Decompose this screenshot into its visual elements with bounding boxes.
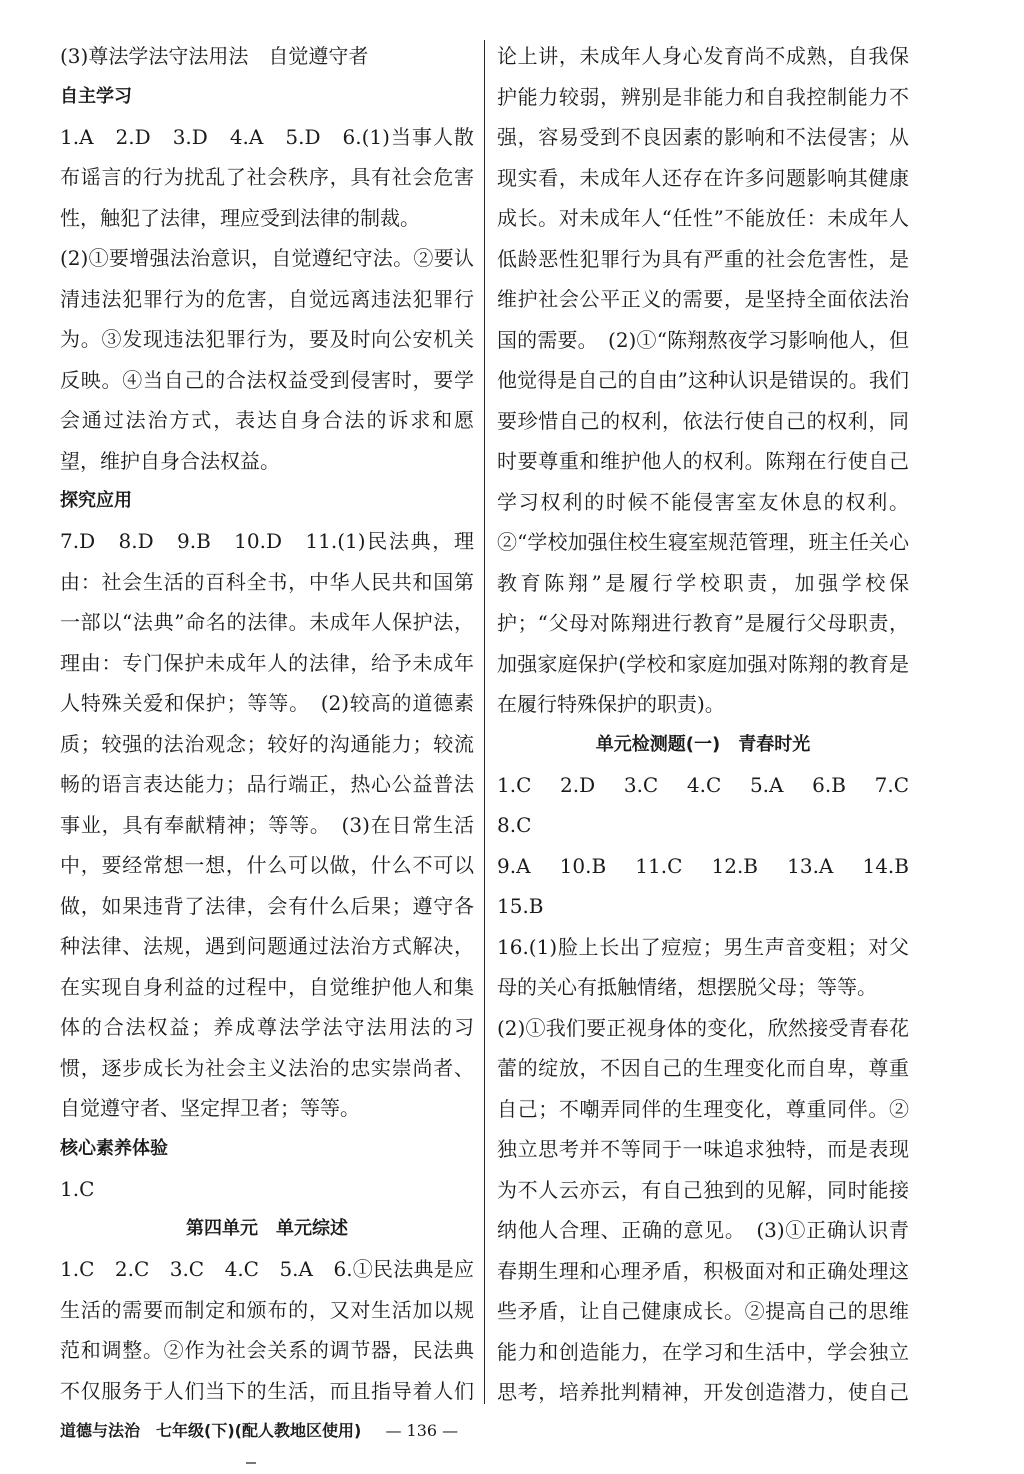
crop-mark xyxy=(246,1462,256,1464)
paragraph: 论上讲，未成年人身心发育尚不成熟，自我保护能力较弱，辨别是非能力和自我控制能力不强，容易受到不良因素的影响和不法侵害；从现实看，未成年人还存在许多问题影响其健康成长。对未成年人“任性”不能放任：未成年人低龄恶性犯罪行为具有严重的社会危害性，是维护社会公平正义的需要，是坚持全面依法治国的需要。 (2)①“陈翔熬夜学习影响他人，但他觉得是自己的自由”这种认识是错误的。我们要珍惜自己的权利，依法行使自己的权利，同时要尊重和维护他人的权利。陈翔在行使自己学习权利的时候不能侵害室友休息的权利。②“学校加强住校生寝室规范管理，班主任关心教育陈翔”是履行学校职责，加强学校保护；“父母对陈翔进行教育”是履行父母职责，加强家庭保护(学校和家庭加强对陈翔的教育是在履行特殊保护的职责)。 xyxy=(497,44,909,716)
answer-line: 9.A 10.B 11.C 12.B 13.A 14.B 15.B xyxy=(497,853,909,918)
column-divider xyxy=(484,40,485,1404)
section-heading: 核心素养体验 xyxy=(60,1137,168,1159)
paragraph: (2)①我们要正视身体的变化，欣然接受青春花蕾的绽放，不因自己的生理变化而自卑，尊重自己；不嘲弄同伴的生理变化，尊重同伴。②独立思考并不等同于一味追求独特，而是表现为不人云亦云，有自己独到的见解，同时能接纳他人合理、正确的意见。 (3)①正确认识青春期生理和心理矛盾，积极面对和正确处理这些矛盾，让自己健康成长。②提高自己的思维能力和创造能力，在学习和生活中，学会独立思考，培养批判精神，开发创造潜力，使自己 xyxy=(497,1015,909,1404)
paragraph: 1.C 2.C 3.C 4.C 5.A 6.①民法典是应生活的需要而制定和颁布的，又对生活加以规范和调整。②作为社会关系的调节器，民法典不仅服务于人们当下的生活，而且指导着人们 xyxy=(60,1257,474,1403)
unit-title: 第四单元 单元综述 xyxy=(186,1218,348,1239)
footer-book-title: 道德与法治 七年级(下)(配人教地区使用) xyxy=(60,1421,362,1440)
page-number: — 136 — xyxy=(385,1421,459,1440)
unit-title: 单元检测题(一) 青春时光 xyxy=(595,733,811,755)
paragraph: 1.C xyxy=(60,1176,95,1201)
section-heading: 自主学习 xyxy=(60,85,132,107)
paragraph: 16.(1)脸上长出了痘痘；男生声音变粗；对父母的关心有抵触情绪，想摆脱父母；等等。 xyxy=(497,934,909,999)
left-column xyxy=(60,36,474,1406)
paragraph: (3)尊法学法守法用法 自觉遵守者 xyxy=(60,44,369,68)
paragraph: 7.D 8.D 9.B 10.D 11.(1)民法典，理由：社会生活的百科全书，中华人民共和国第一部以“法典”命名的法律。未成年人保护法，理由：专门保护未成年人的法律，给予未成年人特殊关爱和保护；等等。 (2)较高的道德素质；较强的法治观念；较好的沟通能力；较流畅的语言表达能力；品行端正，热心公益普法事业，具有奉献精神；等等。 (3)在日常生活中，要经常想一想，什么可以做，什么不可以做，如果违背了法律，会有什么后果；遵守各种法律、法规，遇到问题通过法治方式解决，在实现自身利益的过程中，自觉维护他人和集体的合法权益；养成尊法学法守法用法的习惯，逐步成长为社会主义法治的忠实崇尚者、自觉遵守者、坚定捍卫者；等等。 xyxy=(60,529,474,1120)
paragraph: (2)①要增强法治意识，自觉遵纪守法。②要认清违法犯罪行为的危害，自觉远离违法犯罪行为。③发现违法犯罪行为，要及时向公安机关反映。④当自己的合法权益受到侵害时，要学会通过法治方式，表达自身合法的诉求和愿望，维护自身合法权益。 xyxy=(60,246,474,473)
paragraph: 1.A 2.D 3.D 4.A 5.D 6.(1)当事人散布谣言的行为扰乱了社会秩序，具有社会危害性，触犯了法律，理应受到法律的制裁。 xyxy=(60,124,474,230)
answer-line: 1.C 2.D 3.C 4.C 5.A 6.B 7.C 8.C xyxy=(497,772,909,837)
section-heading: 探究应用 xyxy=(60,490,132,511)
page-footer xyxy=(60,1418,458,1441)
right-column xyxy=(497,36,909,1406)
